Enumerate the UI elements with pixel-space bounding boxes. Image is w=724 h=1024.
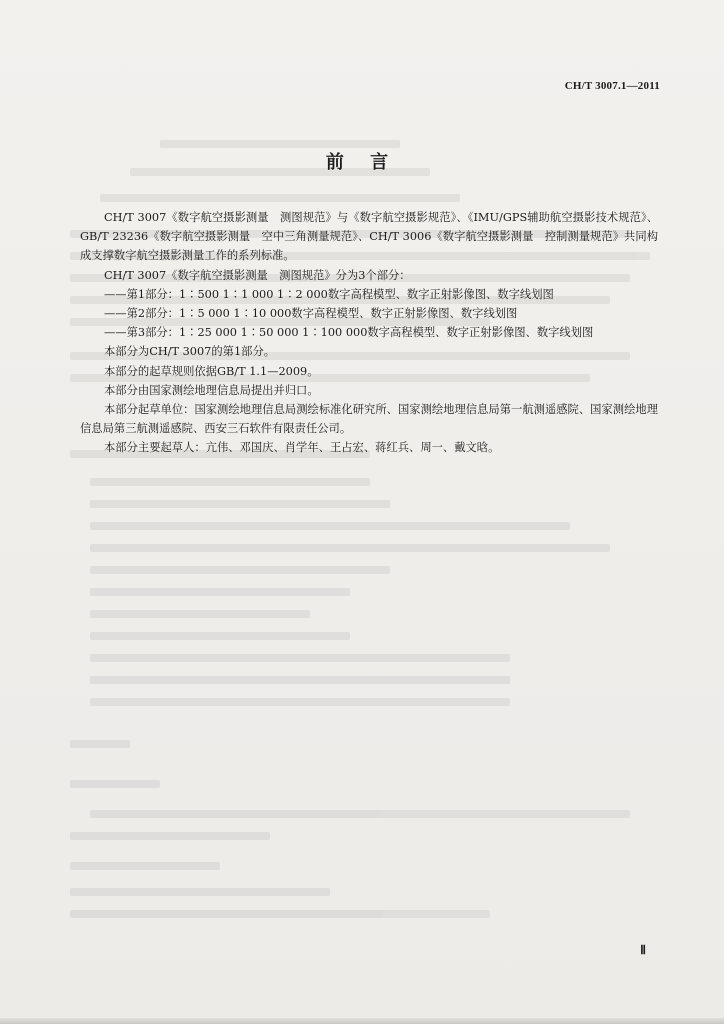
- page-number: Ⅱ: [640, 943, 646, 957]
- paragraph-parts-intro: CH/T 3007《数字航空摄影测量 测图规范》分为3个部分：: [104, 268, 411, 282]
- paragraph-drafting-rules: 本部分的起草规则依据GB/T 1.1—2009。: [104, 364, 319, 378]
- paragraph-proposer: 本部分由国家测绘地理信息局提出并归口。: [104, 383, 319, 397]
- list-item-part-1: ——第1部分：1∶500 1∶1 000 1∶2 000数字高程模型、数字正射影像图、数字线划图: [104, 287, 554, 301]
- foreword-body: [80, 208, 658, 458]
- page-title: 前 言: [325, 152, 399, 173]
- list-item-part-3: ——第3部分：1∶25 000 1∶50 000 1∶100 000数字高程模型、数字正射影像图、数字线划图: [104, 326, 594, 340]
- paragraph-series-standards: CH/T 3007《数字航空摄影测量 测图规范》与《数字航空摄影规范》、《IMU/GPS辅助航空摄影技术规范》、GB/T 23236《数字航空摄影测量 空中三角测量规范》、CH/T 3006《数字航空摄影测量 控制测量规范》共同构成支撑数字航空摄影测量工作的系列标准。: [80, 211, 658, 263]
- paragraph-this-part: 本部分为CH/T 3007的第1部分。: [104, 345, 276, 359]
- paragraph-drafting-units: 本部分起草单位：国家测绘地理信息局测绘标准化研究所、国家测绘地理信息局第一航测遥感院、国家测绘地理信息局第三航测遥感院、西安三石软件有限责任公司。: [80, 403, 658, 436]
- paragraph-main-drafters: 本部分主要起草人：亢伟、邓国庆、肖学年、王占宏、蒋红兵、周一、戴文晗。: [104, 441, 500, 455]
- standard-code-header: CH/T 3007.1—2011: [564, 80, 660, 92]
- page-bottom-edge: [0, 1018, 724, 1024]
- list-item-part-2: ——第2部分：1∶5 000 1∶10 000数字高程模型、数字正射影像图、数字线划图: [104, 307, 518, 321]
